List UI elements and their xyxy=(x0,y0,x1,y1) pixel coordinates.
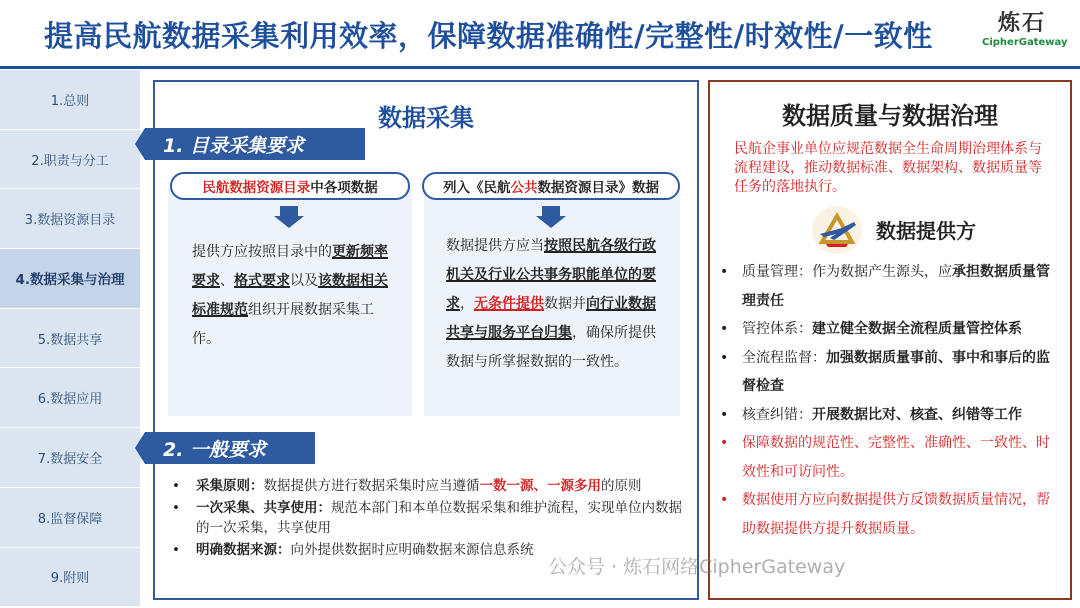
catalog-card-1-text xyxy=(192,238,398,354)
list-item xyxy=(172,476,692,496)
card2-text: ， xyxy=(460,296,474,312)
list-item-bold: 加强数据质量事前、事中和事后的监督检查 xyxy=(742,349,1050,394)
card1-text: 组织开展数据采集工作。 xyxy=(192,302,374,347)
data-quality-title: 数据质量与数据治理 xyxy=(782,102,998,130)
list-item-head: 质量管理： xyxy=(742,264,812,280)
card1-text: 以及 xyxy=(290,273,318,289)
pill-civil-aviation-catalog xyxy=(170,172,410,200)
airplane-provider-icon xyxy=(812,206,862,254)
list-item-head: 管控体系： xyxy=(742,321,812,337)
header xyxy=(0,0,1080,66)
section-banner-general-requirements: 2. 一般要求 xyxy=(145,432,315,464)
pill-public-catalog xyxy=(422,172,680,200)
sidebar-item-appendix[interactable]: 9.附则 xyxy=(0,548,140,608)
list-item xyxy=(720,486,1062,543)
list-item-head: 明确数据来源： xyxy=(196,542,291,558)
down-arrow-icon xyxy=(536,206,566,228)
page-title: 提高民航数据采集利用效率，保障数据准确性/完整性/时效性/一致性 xyxy=(44,19,933,53)
list-item-text: 数据提供方进行数据采集时应当遵循 xyxy=(263,478,480,494)
card2-red-emphasis: 无条件提供 xyxy=(474,296,544,312)
sidebar-item-resource-catalog[interactable]: 3.数据资源目录 xyxy=(0,189,140,249)
sidebar-nav xyxy=(0,70,140,608)
list-item-tail: 的原则 xyxy=(601,478,642,494)
list-item-text: 数据使用方应向数据提供方反馈数据质量情况，帮助数据提供方提升数据质量。 xyxy=(742,492,1050,537)
general-requirements-list xyxy=(172,476,692,562)
list-item-bold: 承担数据质量管理责任 xyxy=(742,264,1050,309)
list-item-head: 核查纠错： xyxy=(742,406,812,423)
sidebar-item-general[interactable]: 1.总则 xyxy=(0,70,140,130)
card2-text: 数据并 xyxy=(544,296,586,312)
list-item-text: 规范本部门和本单位数据采集和维护流程，实现单位内数据的一次采集，共享使用 xyxy=(196,500,682,536)
list-item-head: 采集原则： xyxy=(196,478,264,494)
card1-emphasis: 该数据相关标准规范 xyxy=(192,273,388,318)
logo-cn-text: 炼石 xyxy=(997,11,1046,36)
card1-text: 提供方应按照目录中的 xyxy=(192,244,332,260)
card1-emphasis: 更新频率要求 xyxy=(192,244,388,289)
data-quality-intro: 民航企事业单位应规范数据全生命周期治理体系与流程建设，推动数据标准、数据架构、数据质量等任务的落地执行。 xyxy=(734,141,1042,195)
card2-text: ，确保所提供数据与所掌握数据的一致性。 xyxy=(446,325,656,370)
list-item xyxy=(720,429,1062,486)
pill2-red-text: 公共 xyxy=(510,180,538,196)
list-item xyxy=(172,498,692,538)
down-arrow-icon xyxy=(274,206,304,228)
list-item-text: 向外提供数据时应明确数据来源信息系统 xyxy=(290,542,534,558)
pill1-text: 中各项数据 xyxy=(310,180,378,196)
provider-duties-list xyxy=(720,258,1062,543)
data-collection-title: 数据采集 xyxy=(378,104,474,132)
list-item xyxy=(720,258,1062,315)
sidebar-item-application[interactable]: 6.数据应用 xyxy=(0,368,140,428)
watermark: 公众号 · 炼石网络CipherGateway xyxy=(548,556,846,578)
card2-emphasis: 向行业数据共享与服务平台归集 xyxy=(446,296,656,341)
list-item-bold: 开展数据比对、核查、纠错等工作 xyxy=(812,406,1022,423)
logo-en-text: CipherGateway xyxy=(982,37,1068,48)
card1-text: 、 xyxy=(220,273,234,289)
list-item-bold: 建立健全数据全流程质量管控体系 xyxy=(812,321,1022,337)
list-item-head: 全流程监督： xyxy=(742,349,826,366)
data-provider-label: 数据提供方 xyxy=(876,219,976,243)
card2-emphasis: 按照民航各级行政机关及行业公共事务职能单位的要求 xyxy=(446,238,656,312)
brand-logo xyxy=(982,11,1068,56)
sidebar-item-security[interactable]: 7.数据安全 xyxy=(0,428,140,488)
section-banner-catalog-requirements: 1. 目录采集要求 xyxy=(145,128,365,160)
list-item xyxy=(720,344,1062,401)
catalog-card-2-text xyxy=(446,232,668,377)
sidebar-item-responsibilities[interactable]: 2.职责与分工 xyxy=(0,130,140,190)
list-item xyxy=(720,401,1062,430)
list-item xyxy=(720,315,1062,344)
card1-emphasis: 格式要求 xyxy=(234,273,290,289)
header-divider xyxy=(0,66,1080,69)
list-item-text: 保障数据的规范性、完整性、准确性、一致性、时效性和可访问性。 xyxy=(742,435,1050,480)
pill2-pre-text: 列入《民航 xyxy=(443,180,511,196)
sidebar-item-sharing[interactable]: 5.数据共享 xyxy=(0,309,140,369)
pill2-post-text: 数据资源目录》数据 xyxy=(537,180,659,196)
card2-text: 数据提供方应当 xyxy=(446,238,544,254)
sidebar-item-supervision[interactable]: 8.监督保障 xyxy=(0,488,140,548)
list-item-text: 作为数据产生源头，应 xyxy=(812,264,952,280)
sidebar-item-collection-governance[interactable]: 4.数据采集与治理 xyxy=(0,249,140,309)
pill1-red-text: 民航数据资源目录 xyxy=(202,180,311,196)
list-item-red: 一数一源、一源多用 xyxy=(479,478,601,494)
list-item-head: 一次采集、共享使用： xyxy=(196,500,331,516)
